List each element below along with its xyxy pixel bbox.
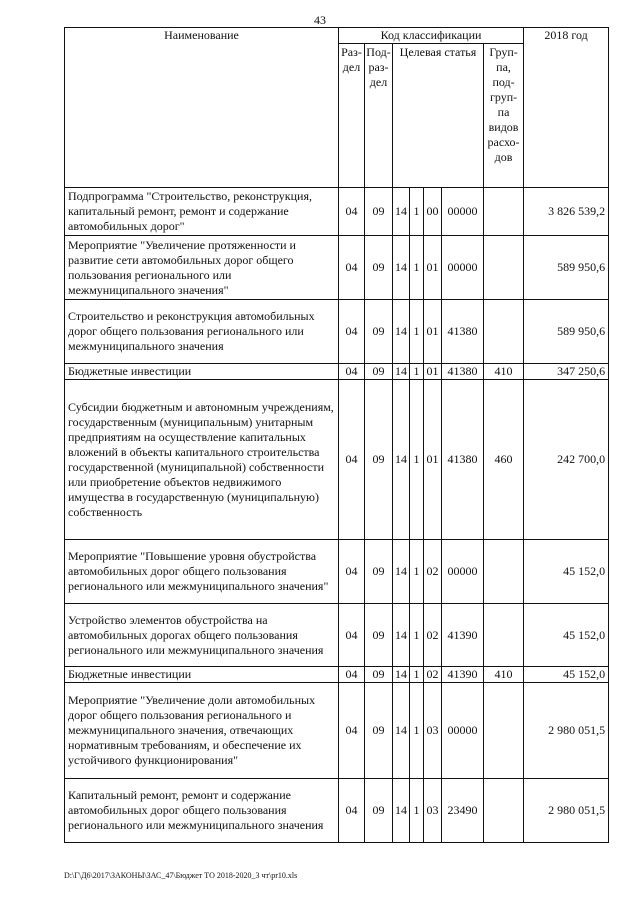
row-amount: 3 826 539,2 [524,188,609,236]
row-target-direction: 00000 [442,683,484,779]
row-podrazdel: 09 [365,779,393,843]
row-target-direction: 00000 [442,188,484,236]
row-podrazdel: 09 [365,380,393,540]
row-amount: 45 152,0 [524,540,609,604]
budget-table [64,27,609,843]
table-row [65,540,609,604]
header-target: Целевая статья [393,44,484,188]
row-target-program: 14 [393,236,410,300]
table-row [65,364,609,380]
row-target-event: 01 [424,380,442,540]
header-podrazdel: Под- раз- дел [365,44,393,188]
row-razdel: 04 [339,380,365,540]
table-row [65,236,609,300]
row-expense-type [484,300,524,364]
row-name: Субсидии бюджетным и автономным учреждениям, государственным (муниципальным) унитарным предприятиям на осуществление капитальных вложений в объекты капитального строительства государственной (муниципальной) собственности или приобретение объектов недвижимого имущества в государственную (муниципальную) собственность [65,380,339,540]
table-row [65,300,609,364]
table-row [65,380,609,540]
row-razdel: 04 [339,779,365,843]
row-razdel: 04 [339,683,365,779]
row-podrazdel: 09 [365,540,393,604]
row-target-event: 03 [424,683,442,779]
header-name: Наименование [65,28,339,188]
row-expense-type [484,604,524,667]
row-target-direction: 41380 [442,300,484,364]
row-target-subprogram: 1 [410,380,424,540]
row-expense-type: 460 [484,380,524,540]
table-row [65,683,609,779]
row-amount: 242 700,0 [524,380,609,540]
row-target-direction: 23490 [442,779,484,843]
row-target-direction: 00000 [442,540,484,604]
row-target-program: 14 [393,188,410,236]
page-number: 43 [314,13,326,27]
row-target-subprogram: 1 [410,188,424,236]
header-year: 2018 год [524,28,609,188]
row-expense-type [484,188,524,236]
row-target-event: 02 [424,604,442,667]
table-row [65,667,609,683]
row-podrazdel: 09 [365,300,393,364]
header-vid: Груп- па, под- груп- па видов расхо- дов [484,44,524,188]
row-name: Подпрограмма "Строительство, реконструкция, капитальный ремонт, ремонт и содержание автомобильных дорог" [65,188,339,236]
row-target-program: 14 [393,364,410,380]
row-target-direction: 41380 [442,380,484,540]
row-target-program: 14 [393,604,410,667]
row-razdel: 04 [339,364,365,380]
row-target-program: 14 [393,300,410,364]
row-razdel: 04 [339,236,365,300]
row-target-event: 02 [424,540,442,604]
row-name: Мероприятие "Увеличение доли автомобильных дорог общего пользования регионального и межмуниципального значения, отвечающих нормативным требованиям, и обеспечение их устойчивого функционирования" [65,683,339,779]
row-target-program: 14 [393,380,410,540]
row-amount: 2 980 051,5 [524,683,609,779]
row-target-direction: 41380 [442,364,484,380]
row-target-event: 00 [424,188,442,236]
row-target-direction: 41390 [442,667,484,683]
row-razdel: 04 [339,188,365,236]
row-expense-type: 410 [484,667,524,683]
row-target-subprogram: 1 [410,300,424,364]
row-amount: 45 152,0 [524,604,609,667]
row-podrazdel: 09 [365,364,393,380]
row-target-subprogram: 1 [410,683,424,779]
row-target-direction: 41390 [442,604,484,667]
row-name: Бюджетные инвестиции [65,364,339,380]
row-expense-type [484,683,524,779]
row-name: Строительство и реконструкция автомобильных дорог общего пользования регионального или межмуниципального значения [65,300,339,364]
row-target-program: 14 [393,667,410,683]
table-row [65,604,609,667]
row-target-program: 14 [393,683,410,779]
row-target-subprogram: 1 [410,667,424,683]
row-razdel: 04 [339,604,365,667]
row-expense-type: 410 [484,364,524,380]
footer-file-path: D:\Г\Д6\2017\ЗАКОНЫ\ЗАС_47\Бюджет ТО 2018-2020_3 чт\pr10.xls [64,871,298,880]
row-razdel: 04 [339,300,365,364]
row-podrazdel: 09 [365,667,393,683]
row-target-direction: 00000 [442,236,484,300]
row-expense-type [484,779,524,843]
row-target-event: 01 [424,364,442,380]
row-razdel: 04 [339,540,365,604]
row-name: Мероприятие "Повышение уровня обустройства автомобильных дорог общего пользования регионального или межмуниципального значения" [65,540,339,604]
row-amount: 2 980 051,5 [524,779,609,843]
row-target-program: 14 [393,540,410,604]
header-classification: Код классификации [339,28,524,44]
row-target-event: 03 [424,779,442,843]
row-target-subprogram: 1 [410,540,424,604]
table-row [65,188,609,236]
row-target-subprogram: 1 [410,604,424,667]
row-name: Мероприятие "Увеличение протяженности и развитие сети автомобильных дорог общего пользования регионального или межмуниципального значения" [65,236,339,300]
row-target-event: 01 [424,236,442,300]
table-row [65,779,609,843]
row-razdel: 04 [339,667,365,683]
row-name: Устройство элементов обустройства на автомобильных дорогах общего пользования регионального или межмуниципального значения [65,604,339,667]
header-razdel: Раз- дел [339,44,365,188]
row-amount: 589 950,6 [524,300,609,364]
row-podrazdel: 09 [365,604,393,667]
row-podrazdel: 09 [365,236,393,300]
row-expense-type [484,540,524,604]
row-name: Бюджетные инвестиции [65,667,339,683]
row-target-event: 01 [424,300,442,364]
row-target-event: 02 [424,667,442,683]
row-target-subprogram: 1 [410,236,424,300]
row-amount: 347 250,6 [524,364,609,380]
row-name: Капитальный ремонт, ремонт и содержание автомобильных дорог общего пользования регионального или межмуниципального значения [65,779,339,843]
row-amount: 589 950,6 [524,236,609,300]
row-target-program: 14 [393,779,410,843]
row-amount: 45 152,0 [524,667,609,683]
row-podrazdel: 09 [365,683,393,779]
row-target-subprogram: 1 [410,364,424,380]
row-podrazdel: 09 [365,188,393,236]
row-expense-type [484,236,524,300]
row-target-subprogram: 1 [410,779,424,843]
